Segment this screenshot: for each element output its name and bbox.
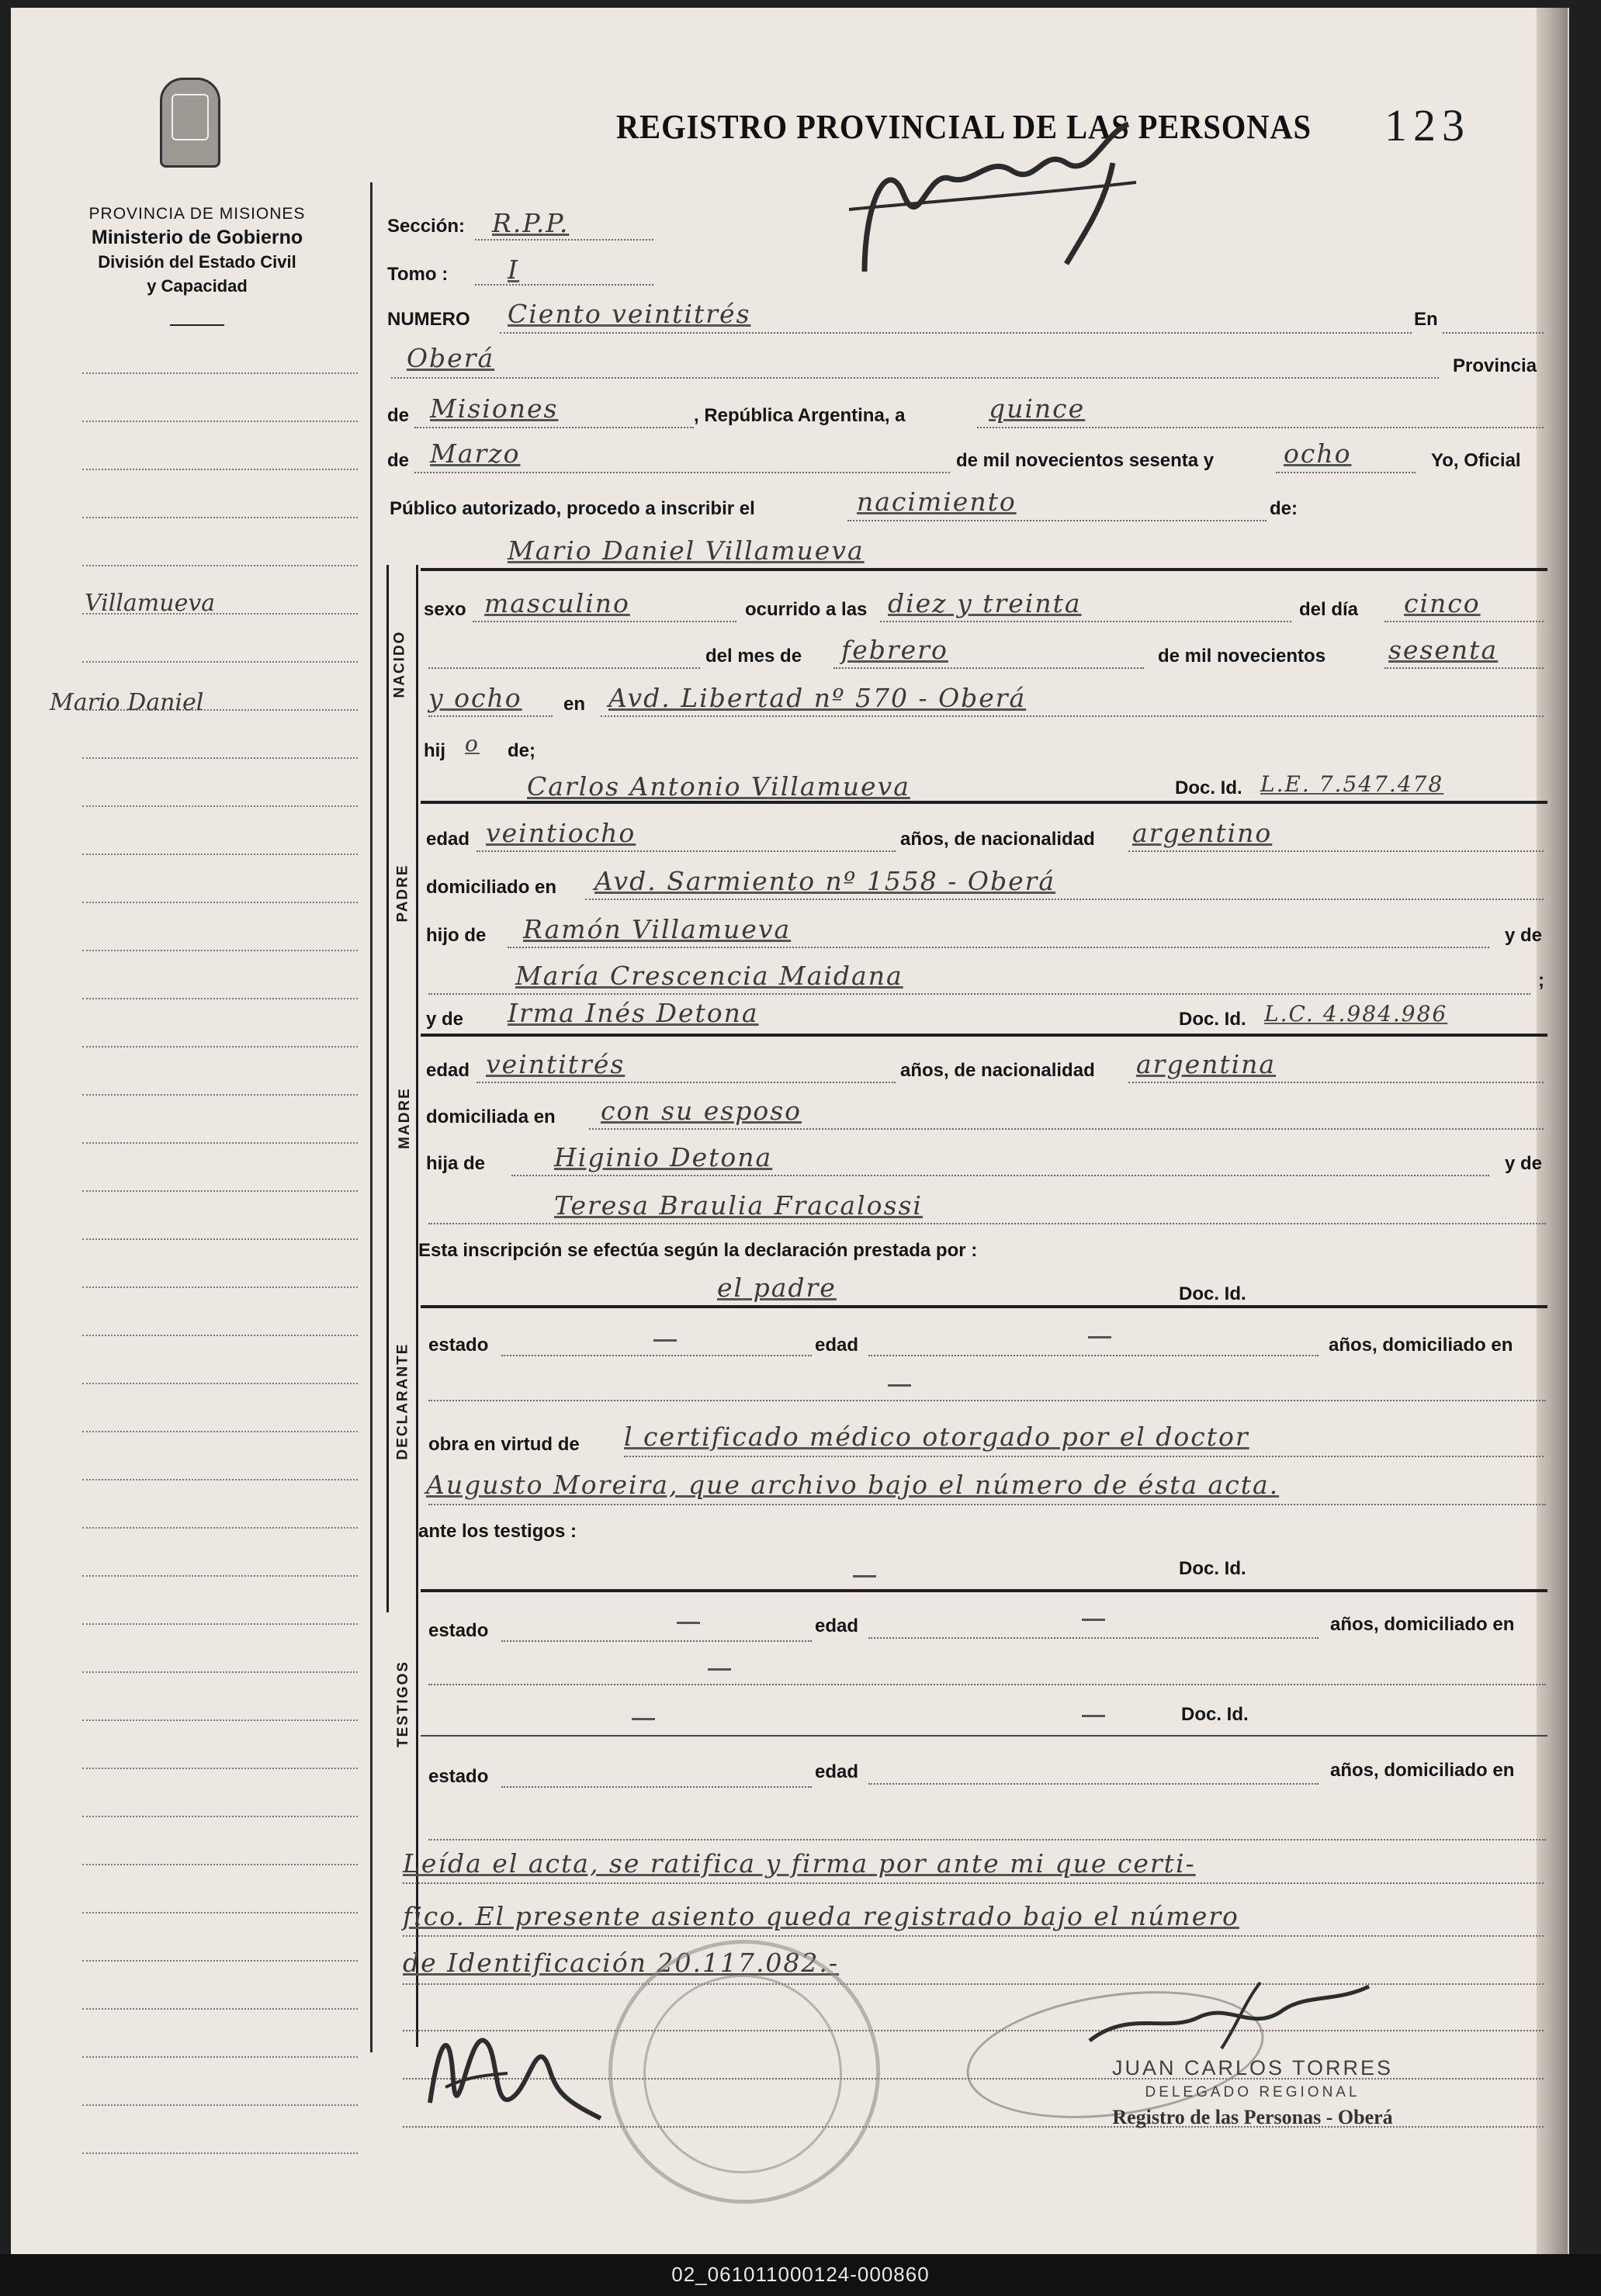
padre-hijo-label: hijo de [426, 925, 487, 946]
margin-ruled-line [82, 2008, 358, 2010]
margin-ruled-line [82, 854, 358, 855]
tomo-line [475, 284, 653, 286]
madre-top-rule [421, 1034, 1547, 1037]
provincial-seal-icon [160, 78, 220, 168]
officer-signature-icon [1082, 1979, 1377, 2064]
declarante-intro: Esta inscripción se efectúa según la declaración prestada por : [418, 1240, 978, 1261]
seccion-value: R.P.P. [492, 208, 570, 238]
hij-value: o [465, 731, 480, 757]
testigo1-doc-label: Doc. Id. [1179, 1558, 1246, 1579]
margin-ruled-line [82, 1623, 358, 1625]
nacido-nombre: Mario Daniel Villamueva [508, 535, 865, 566]
en-line [1443, 332, 1544, 334]
testigo2-nombre-dash-2 [1082, 1715, 1105, 1717]
madre-hija-label: hija de [426, 1153, 486, 1174]
margin-ruled-line [82, 517, 358, 518]
padre-madre-line [428, 993, 1530, 995]
margin-ruled-line [82, 805, 358, 807]
provincia-label: Provincia [1453, 355, 1537, 376]
en-label: En [1414, 309, 1438, 330]
margin-ruled-line [82, 757, 358, 759]
declarante-top-rule [421, 1305, 1547, 1308]
margin-ruled-line [82, 1142, 358, 1144]
de-colon-label: de: [1270, 498, 1298, 519]
mes-value: Marzo [430, 438, 521, 469]
testigo2-estado-label: estado [428, 1766, 489, 1787]
padre-edad-value: veintiocho [486, 818, 636, 848]
margin-ruled-line [82, 1719, 358, 1721]
book-binding-edge [1537, 8, 1568, 2258]
numero-line [500, 332, 1412, 334]
de-label-2: de [387, 450, 410, 471]
dia-nacido-line [1384, 621, 1544, 622]
section-label-declarante: DECLARANTE [394, 1342, 411, 1460]
page-number: 123 [1384, 100, 1471, 151]
margin-ruled-line [82, 2056, 358, 2058]
declarante-domicilio-dash [888, 1384, 911, 1387]
section-label-testigos: TESTIGOS [395, 1660, 412, 1748]
testigo1-estado-dash [677, 1622, 700, 1624]
lugar-nacido-value: Avd. Libertad nº 570 - Oberá [608, 683, 1027, 713]
testigo1-domicilio-line [428, 1684, 1546, 1685]
declarante-domicilio-label: años, domiciliado en [1329, 1335, 1513, 1356]
tomo-value: I [508, 255, 520, 285]
sexo-label: sexo [424, 599, 466, 620]
padre-dom-label: domiciliado en [426, 877, 557, 898]
officer-role: DELEGADO REGIONAL [1145, 2084, 1360, 2100]
obra-label: obra en virtud de [428, 1434, 580, 1455]
margin-ruled-line [82, 372, 358, 374]
testigo1-estado-line [501, 1640, 812, 1642]
anio-label: de mil novecientos sesenta y [956, 450, 1215, 471]
closing-line-1: Leída el acta, se ratifica y firma por ante mi que certi- [403, 1848, 1196, 1879]
declarante-edad-dash [1088, 1336, 1111, 1338]
testigo2-top-rule [421, 1735, 1547, 1737]
hij-label: hij [424, 740, 445, 761]
header-signature-icon [833, 109, 1159, 287]
provincia-line [414, 427, 694, 428]
madre-hija-value: Higinio Detona [554, 1142, 773, 1172]
padre-dom-line [585, 899, 1544, 900]
madre-edad-value: veintitrés [486, 1049, 625, 1079]
ministry-line-capacity: y Capacidad [147, 276, 248, 296]
closing-line-2: fico. El presente asiento queda registrado bajo el número [403, 1901, 1239, 1931]
madre-hija-line [511, 1175, 1489, 1176]
madre-doc-label: Doc. Id. [1179, 1009, 1246, 1030]
declarante-edad-line [868, 1355, 1319, 1356]
ministry-line-province: PROVINCIA DE MISIONES [88, 205, 306, 223]
margin-ruled-line [82, 469, 358, 470]
madre-y-de-label: y de [426, 1009, 464, 1030]
declarante-edad-label: edad [815, 1335, 859, 1356]
testigo1-domicilio-label: años, domiciliado en [1330, 1614, 1515, 1635]
seccion-line [475, 239, 653, 241]
testigo2-edad-line [868, 1783, 1319, 1785]
declarante-estado-label: estado [428, 1335, 489, 1356]
padre-edad-line [476, 850, 896, 852]
acto-value: nacimiento [857, 487, 1017, 517]
testigo2-edad-label: edad [815, 1761, 859, 1782]
declarante-doc-label: Doc. Id. [1179, 1283, 1246, 1304]
madre-nombre: Irma Inés Detona [508, 998, 759, 1028]
numero-label: NUMERO [387, 309, 470, 330]
madre-nac-label: años, de nacionalidad [900, 1060, 1095, 1081]
testigo1-nombre-dash [853, 1575, 876, 1577]
padre-y-de-label: y de [1505, 925, 1543, 946]
official-round-stamp [608, 1940, 880, 2204]
testigo2-domicilio-line [428, 1839, 1546, 1841]
margin-ruled-line [82, 1912, 358, 1913]
dia-nacido-value: cinco [1404, 588, 1481, 618]
margin-ruled-line [82, 1479, 358, 1480]
lugar-line [391, 377, 1439, 379]
testigo2-domicilio-label: años, domiciliado en [1330, 1760, 1515, 1781]
closing-rule-1 [403, 1882, 1544, 1884]
padre-semicolon: ; [1538, 970, 1544, 991]
seccion-label: Sección: [387, 216, 466, 237]
margin-ruled-line [82, 1238, 358, 1240]
mes-line [414, 472, 950, 473]
madre-y-de-label-2: y de [1505, 1153, 1543, 1174]
anio-line [1276, 472, 1416, 473]
margin-ruled-line [82, 950, 358, 951]
padre-madre-value: María Crescencia Maidana [515, 961, 903, 991]
margin-ruled-line [82, 2152, 358, 2154]
section-label-nacido: NACIDO [391, 630, 408, 698]
testigo2-nombre-dash [632, 1718, 655, 1720]
del-mes-label: del mes de [705, 646, 802, 667]
margin-ruled-line [82, 1094, 358, 1096]
nacido-top-rule [421, 568, 1547, 571]
en-nacido-label: en [563, 694, 586, 715]
margin-ruled-line [82, 902, 358, 903]
ministry-line-division: División del Estado Civil [98, 252, 296, 272]
testigo1-edad-line [868, 1637, 1319, 1639]
margin-note-given-names: Mario Daniel [50, 689, 204, 716]
numero-value: Ciento veintitrés [508, 299, 751, 329]
testigos-intro: ante los testigos : [418, 1521, 577, 1542]
margin-ruled-line [82, 1335, 358, 1336]
republica-label: , República Argentina, a [694, 405, 906, 426]
margin-ruled-line [82, 998, 358, 999]
declarante-domicilio-line [428, 1400, 1546, 1401]
acto-line [847, 520, 1267, 521]
testigo1-domicilio-dash [708, 1668, 731, 1671]
anio-value: ocho [1284, 438, 1352, 469]
de-label: de [387, 405, 410, 426]
declarante-estado-dash [653, 1339, 677, 1342]
margin-ruled-line [82, 1527, 358, 1529]
declarant-signature-icon [414, 1986, 616, 2165]
hora-value: diez y treinta [888, 588, 1082, 618]
dia-value: quince [989, 393, 1086, 424]
page-title: REGISTRO PROVINCIAL DE LAS PERSONAS [616, 108, 1312, 146]
declarante-nombre: el padre [717, 1273, 837, 1303]
margin-ruled-line [82, 2104, 358, 2106]
margin-note-surname: Villamueva [85, 590, 216, 617]
ministry-heading [42, 202, 352, 298]
margin-ruled-line [82, 421, 358, 422]
obra-value-2: Augusto Moreira, que archivo bajo el número de ésta acta. [426, 1470, 1280, 1500]
yo-oficial-label: Yo, Oficial [1431, 450, 1521, 471]
madre-madre-line [428, 1223, 1546, 1224]
margin-ruled-line [82, 1575, 358, 1577]
madre-dom-line [589, 1128, 1544, 1130]
madre-edad-label: edad [426, 1060, 470, 1081]
anio-cont-line [428, 715, 553, 717]
margin-ruled-line [82, 1046, 358, 1048]
obra-line-2 [428, 1504, 1546, 1505]
margin-divider [370, 182, 373, 2052]
madre-edad-line [476, 1082, 896, 1083]
padre-nac-label: años, de nacionalidad [900, 829, 1095, 850]
madre-nac-line [1128, 1082, 1544, 1083]
closing-line-3: de Identificación 20.117.082.- [403, 1948, 840, 1978]
del-dia-label: del día [1299, 599, 1359, 620]
margin-ruled-line [82, 1864, 358, 1865]
ministry-line-ministry: Ministerio de Gobierno [91, 227, 303, 248]
sexo-value: masculino [484, 588, 630, 618]
madre-madre-value: Teresa Braulia Fracalossi [554, 1190, 923, 1221]
del-mes-lead-line [428, 667, 700, 669]
margin-ruled-line [82, 1287, 358, 1288]
padre-dom-value: Avd. Sarmiento nº 1558 - Oberá [594, 866, 1056, 896]
margin-ruled-line [82, 1960, 358, 1962]
obra-value: l certificado médico otorgado por el doctor [624, 1422, 1249, 1452]
section-inner-bracket [416, 565, 418, 2047]
officer-office: Registro de las Personas - Oberá [1112, 2106, 1393, 2128]
madre-dom-value: con su esposo [601, 1096, 802, 1126]
padre-nac-value: argentino [1132, 818, 1273, 848]
dia-line [977, 427, 1544, 428]
section-label-padre: PADRE [394, 864, 411, 923]
testigo1-edad-label: edad [815, 1616, 859, 1636]
mes-nacido-value: febrero [841, 635, 948, 665]
section-bracket [386, 565, 389, 1612]
anio-nacido-value: sesenta [1388, 635, 1499, 665]
declarante-estado-line [501, 1355, 812, 1356]
testigo1-edad-dash [1082, 1619, 1105, 1621]
footer-image-id: 02_061011000124-000860 [671, 2263, 930, 2286]
testigo2-estado-line [501, 1786, 812, 1788]
hij-de-label: de; [508, 740, 535, 761]
margin-ruled-line [82, 1671, 358, 1673]
padre-edad-label: edad [426, 829, 470, 850]
mes-nacido-line [833, 667, 1144, 669]
madre-doc-value: L.C. 4.984.986 [1264, 1001, 1448, 1027]
anio-nacido-line [1384, 667, 1544, 669]
margin-ruled-line [82, 661, 358, 663]
register-page [11, 8, 1569, 2258]
testigo1-estado-label: estado [428, 1620, 489, 1641]
padre-hijo-line [508, 947, 1489, 948]
margin-ruled-line [82, 1768, 358, 1769]
mil-novecientos-label: de mil novecientos [1158, 646, 1326, 667]
padre-doc-value: L.E. 7.547.478 [1260, 771, 1444, 797]
sexo-line [473, 621, 736, 622]
padre-doc-label: Doc. Id. [1175, 777, 1242, 798]
lugar-value: Oberá [407, 343, 495, 373]
padre-nac-line [1128, 850, 1544, 852]
anio-nacido-cont: y ocho [428, 683, 522, 713]
ministry-rule [170, 324, 224, 326]
margin-ruled-line [82, 1190, 358, 1192]
closing-rule-2 [403, 1935, 1544, 1937]
provincia-value: Misiones [430, 393, 559, 424]
margin-ruled-line [82, 1431, 358, 1432]
officer-name: JUAN CARLOS TORRES [1111, 2056, 1394, 2080]
margin-ruled-line [82, 1816, 358, 1817]
obra-line [624, 1456, 1544, 1457]
tomo-label: Tomo : [387, 264, 449, 285]
publico-label: Público autorizado, procedo a inscribir el [390, 498, 755, 519]
hora-line [880, 621, 1291, 622]
margin-ruled-line [82, 1383, 358, 1384]
testigo2-doc-label: Doc. Id. [1181, 1704, 1249, 1725]
margin-ruled-line [82, 565, 358, 566]
madre-nac-value: argentina [1136, 1049, 1277, 1079]
testigos-top-rule [421, 1589, 1547, 1592]
padre-nombre: Carlos Antonio Villamueva [527, 771, 910, 802]
lugar-nacido-line [601, 715, 1544, 717]
section-label-madre: MADRE [396, 1087, 413, 1149]
madre-dom-label: domiciliada en [426, 1106, 556, 1127]
ocurrido-label: ocurrido a las [745, 599, 868, 620]
padre-hijo-value: Ramón Villamueva [523, 914, 792, 944]
